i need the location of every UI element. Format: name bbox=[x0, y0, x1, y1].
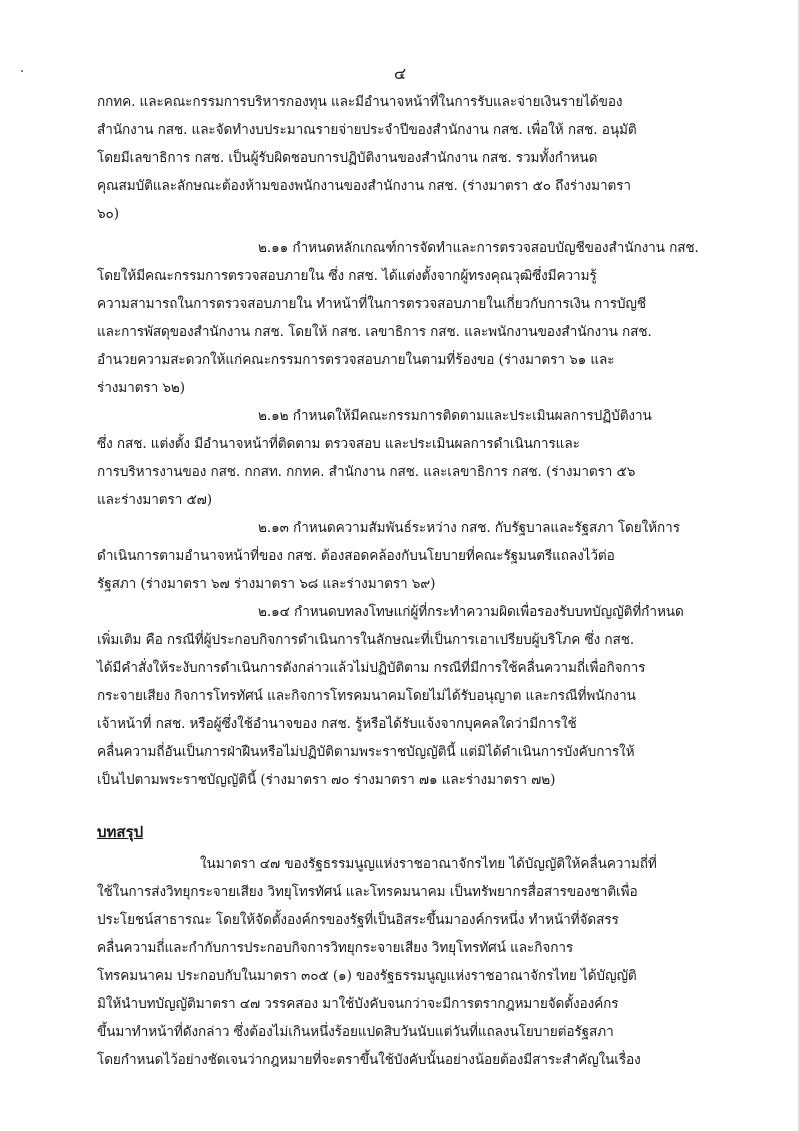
body-line: รัฐสภา (ร่างมาตรา ๖๗ ร่างมาตรา ๖๘ และร่างมาตรา ๖๙) bbox=[97, 576, 436, 592]
body-line: โดยให้มีคณะกรรมการตรวจสอบภายใน ซึ่ง กสช. ได้แต่งตั้งจากผู้ทรงคุณวุฒิซึ่งมีความรู้ bbox=[97, 268, 597, 284]
body-line: ร่างมาตรา ๖๒) bbox=[97, 380, 185, 396]
body-line: สำนักงาน กสช. และจัดทำงบประมาณรายจ่ายประจำปีของสำนักงาน กสช. เพื่อให้ กสช. อนุมัติ bbox=[97, 122, 637, 138]
section-heading: บทสรุป bbox=[97, 823, 144, 841]
body-line: ๒.๑๒ กำหนดให้มีคณะกรรมการติดตามและประเมินผลการปฏิบัติงาน bbox=[258, 408, 652, 424]
body-line: คุณสมบัติและลักษณะต้องห้ามของพนักงานของสำนักงาน กสช. (ร่างมาตรา ๕๐ ถึงร่างมาตรา bbox=[97, 178, 631, 194]
body-line: และร่างมาตรา ๕๗) bbox=[97, 492, 212, 508]
body-line: เพิ่มเติม คือ กรณีที่ผู้ประกอบกิจการดำเนินการในลักษณะที่เป็นการเอาเปรียบผู้บริโภค ซึ่ง กสช. bbox=[97, 632, 635, 648]
conclusion-line: โดยกำหนดไว้อย่างชัดเจนว่ากฎหมายที่จะตราขึ้นใช้บังคับนั้นอย่างน้อยต้องมีสาระสำคัญในเรื่อง bbox=[97, 1052, 641, 1068]
body-line: ความสามารถในการตรวจสอบภายใน ทำหน้าที่ในการตรวจสอบภายในเกี่ยวกับการเงิน การบัญชี bbox=[97, 296, 647, 312]
page-number: ๔ bbox=[393, 64, 407, 83]
body-line: อำนวยความสะดวกให้แก่คณะกรรมการตรวจสอบภายในตามที่ร้องขอ (ร่างมาตรา ๖๑ และ bbox=[97, 352, 615, 368]
conclusion-line: ในมาตรา ๔๗ ของรัฐธรรมนูญแห่งราชอาณาจักรไทย ได้บัญญัติให้คลื่นความถี่ที่ bbox=[200, 856, 657, 872]
body-line: ๖๐) bbox=[97, 206, 119, 222]
body-line: การบริหารงานของ กสช. กกสท. กกทค. สำนักงาน กสช. และเลขาธิการ กสช. (ร่างมาตรา ๕๖ bbox=[97, 464, 636, 480]
body-line: เจ้าหน้าที่ กสช. หรือผู้ซึ่งใช้อำนาจของ กสช. รู้หรือได้รับแจ้งจากบุคคลใดว่ามีการใช้ bbox=[97, 716, 577, 732]
body-line: โดยมีเลขาธิการ กสช. เป็นผู้รับผิดชอบการปฏิบัติงานของสำนักงาน กสช. รวมทั้งกำหนด bbox=[97, 150, 598, 166]
body-line: และการพัสดุของสำนักงาน กสช. โดยให้ กสช. เลขาธิการ กสช. และพนักงานของสำนักงาน กสช. bbox=[97, 324, 652, 340]
body-line: ๒.๑๔ กำหนดบทลงโทษแก่ผู้ที่กระทำความผิดเพื่อรองรับบทบัญญัติที่กำหนด bbox=[258, 604, 684, 620]
conclusion-line: คลื่นความถี่และกำกับการประกอบกิจการวิทยุกระจายเสียง วิทยุโทรทัศน์ และกิจการ bbox=[97, 940, 574, 956]
conclusion-line: ขึ้นมาทำหน้าที่ดังกล่าว ซึ่งต้องไม่เกินหนึ่งร้อยแปดสิบวันนับแต่วันที่แถลงนโยบายต่อรัฐสภา bbox=[97, 1024, 614, 1040]
conclusion-line: มิให้นำบทบัญญัติมาตรา ๔๗ วรรคสอง มาใช้บังคับจนกว่าจะมีการตรากฎหมายจัดตั้งองค์กร bbox=[97, 996, 619, 1012]
body-line: ได้มีคำสั่งให้ระงับการดำเนินการดังกล่าวแล้วไม่ปฏิบัติตาม กรณีที่มีการใช้คลื่นความถี่เพื่อกิจการ bbox=[97, 660, 646, 676]
body-line: เป็นไปตามพระราชบัญญัตินี้ (ร่างมาตรา ๗๐ ร่างมาตรา ๗๑ และร่างมาตรา ๗๒) bbox=[97, 772, 556, 788]
conclusion-line: ประโยชน์สาธารณะ โดยให้จัดตั้งองค์กรของรัฐที่เป็นอิสระขึ้นมาองค์กรหนึ่ง ทำหน้าที่จัดสรร bbox=[97, 912, 619, 928]
body-line: คลื่นความถี่อันเป็นการฝ่าฝืนหรือไม่ปฏิบัติตามพระราชบัญญัตินี้ แต่มิได้ดำเนินการบังคับการให้ bbox=[97, 744, 635, 760]
body-line: ซึ่ง กสช. แต่งตั้ง มีอำนาจหน้าที่ติดตาม ตรวจสอบ และประเมินผลการดำเนินการและ bbox=[97, 436, 580, 452]
conclusion-line: โทรคมนาคม ประกอบกับในมาตรา ๓๐๕ (๑) ของรัฐธรรมนูญแห่งราชอาณาจักรไทย ได้บัญญัติ bbox=[97, 968, 637, 984]
body-line: ดำเนินการตามอำนาจหน้าที่ของ กสช. ต้องสอดคล้องกับนโยบายที่คณะรัฐมนตรีแถลงไว้ต่อ bbox=[97, 548, 615, 564]
conclusion-line: ใช้ในการส่งวิทยุกระจายเสียง วิทยุโทรทัศน์ และโทรคมนาคม เป็นทรัพยากรสื่อสารของชาติเพื่อ bbox=[97, 884, 638, 900]
body-line: กระจายเสียง กิจการโทรทัศน์ และกิจการโทรคมนาคมโดยไม่ได้รับอนุญาต และกรณีที่พนักงาน bbox=[97, 688, 636, 704]
body-line: กกทค. และคณะกรรมการบริหารกองทุน และมีอำนาจหน้าที่ในการรับและจ่ายเงินรายได้ของ bbox=[97, 94, 623, 110]
body-line: ๒.๑๓ กำหนดความสัมพันธ์ระหว่าง กสช. กับรัฐบาลและรัฐสภา โดยให้การ bbox=[258, 520, 680, 536]
body-line: ๒.๑๑ กำหนดหลักเกณฑ์การจัดทำและการตรวจสอบบัญชีของสำนักงาน กสช. bbox=[258, 240, 699, 256]
